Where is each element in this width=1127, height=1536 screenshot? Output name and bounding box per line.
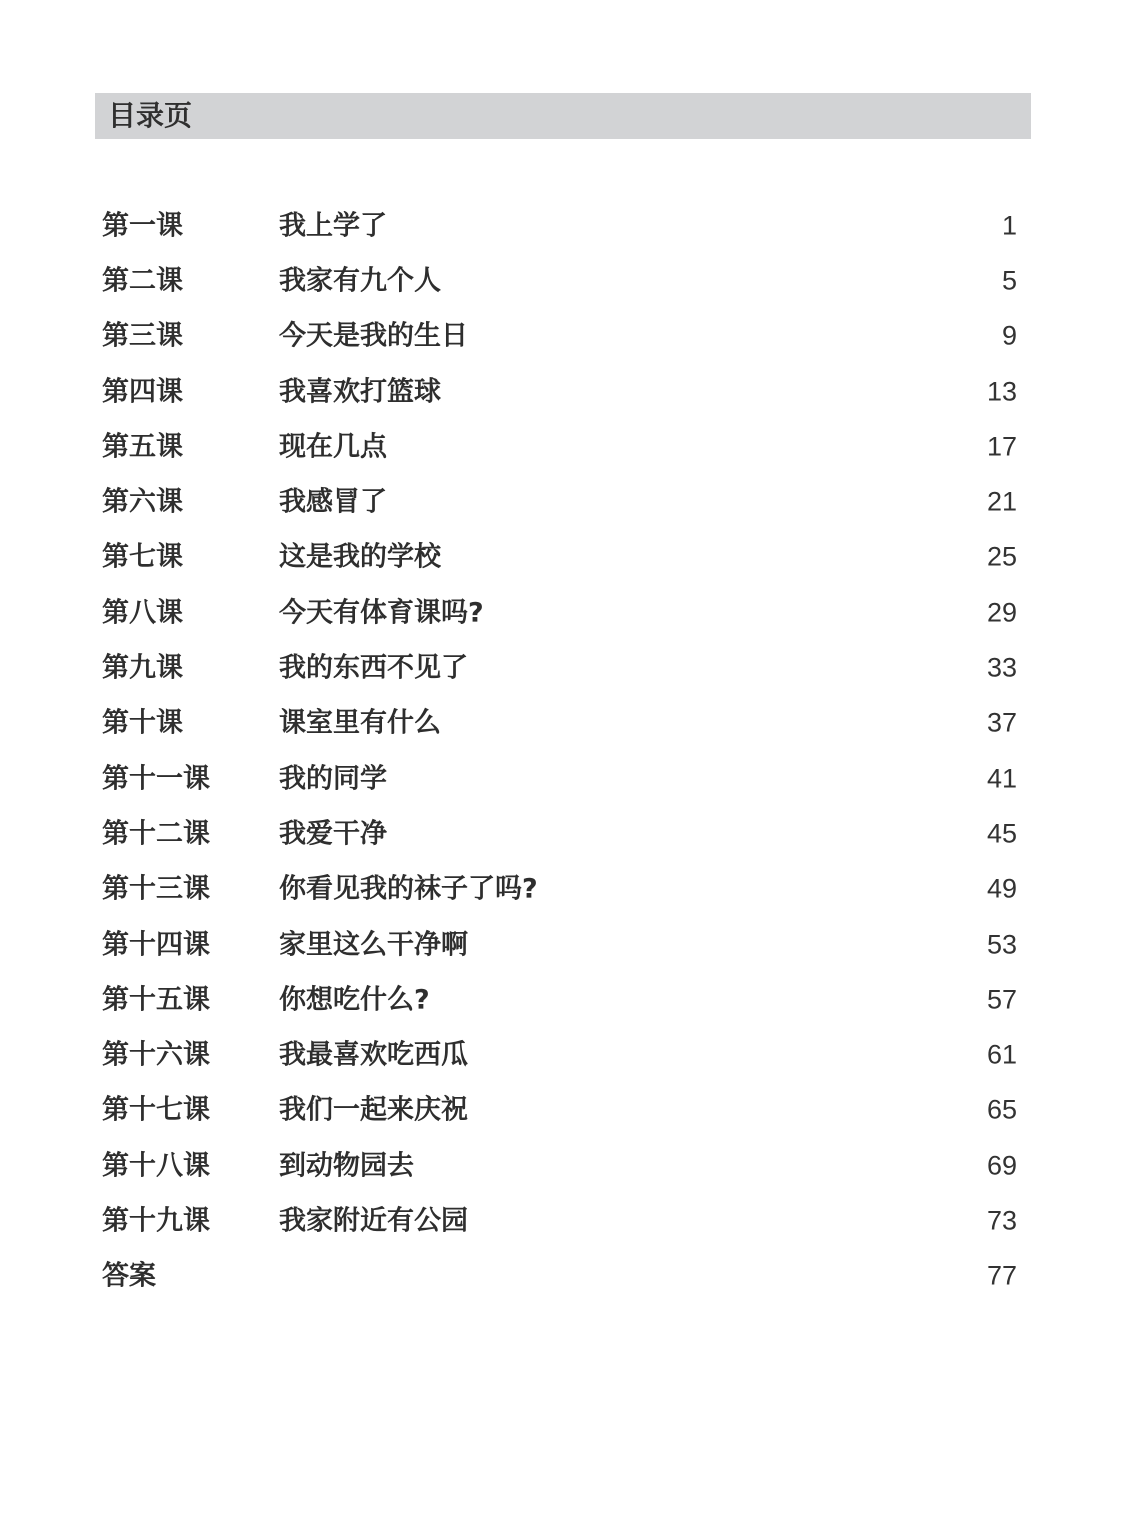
lesson-number: 第三课 — [102, 320, 183, 352]
lesson-number: 第十一课 — [102, 763, 210, 795]
lesson-number: 第十九课 — [102, 1205, 210, 1237]
toc-row[interactable] — [0, 696, 1127, 751]
lesson-title: 我家附近有公园 — [279, 1205, 468, 1237]
page-number: 25 — [986, 541, 1017, 572]
page-number: 65 — [986, 1094, 1017, 1125]
page-number: 1 — [1001, 210, 1017, 241]
toc-row[interactable] — [0, 1249, 1127, 1304]
toc-row[interactable] — [0, 309, 1127, 364]
lesson-title: 你看见我的袜子了吗? — [279, 873, 538, 905]
toc-row[interactable] — [0, 198, 1127, 253]
lesson-title: 今天有体育课吗? — [279, 597, 484, 629]
lesson-title: 这是我的学校 — [279, 541, 441, 573]
lesson-number: 第一课 — [102, 210, 183, 242]
lesson-number: 第十四课 — [102, 929, 210, 960]
lesson-number: 第十三课 — [102, 873, 210, 905]
lesson-number: 第五课 — [102, 431, 183, 463]
toc-row[interactable] — [0, 253, 1127, 308]
lesson-number: 第八课 — [102, 597, 183, 629]
toc-row[interactable] — [0, 862, 1127, 917]
lesson-number: 答案 — [102, 1260, 156, 1292]
toc-row[interactable] — [0, 806, 1127, 861]
lesson-title: 我家有九个人 — [279, 265, 441, 297]
lesson-number: 第七课 — [102, 541, 183, 573]
lesson-title: 我爱干净 — [279, 818, 387, 850]
page-number: 45 — [986, 818, 1017, 849]
page-number: 37 — [986, 707, 1017, 738]
page-number: 13 — [986, 376, 1017, 407]
toc-row[interactable] — [0, 585, 1127, 640]
page-number: 61 — [986, 1039, 1017, 1070]
toc-row[interactable] — [0, 751, 1127, 806]
lesson-title: 我喜欢打篮球 — [279, 376, 441, 408]
lesson-number: 第十五课 — [102, 984, 210, 1016]
lesson-title: 我感冒了 — [279, 486, 387, 518]
lesson-title: 我的同学 — [279, 763, 387, 795]
page-title: 目录页 — [108, 99, 193, 132]
page-number: 77 — [986, 1260, 1017, 1291]
toc-row[interactable] — [0, 1193, 1127, 1248]
lesson-number: 第十六课 — [102, 1039, 210, 1071]
lesson-title: 我最喜欢吃西瓜 — [279, 1039, 468, 1071]
page-number: 17 — [986, 431, 1017, 462]
page-number: 33 — [986, 652, 1017, 683]
toc-row[interactable] — [0, 530, 1127, 585]
toc-row[interactable] — [0, 364, 1127, 419]
lesson-number: 第九课 — [102, 652, 183, 684]
page-number: 5 — [1001, 265, 1017, 296]
lesson-title: 我上学了 — [279, 210, 387, 242]
page-number: 9 — [1001, 320, 1017, 351]
lesson-number: 第十二课 — [102, 818, 210, 850]
lesson-number: 第十八课 — [102, 1150, 210, 1182]
lesson-title: 我们一起来庆祝 — [279, 1094, 468, 1126]
lesson-title: 到动物园去 — [279, 1150, 414, 1182]
page-number: 21 — [986, 486, 1017, 517]
lesson-title: 你想吃什么? — [279, 984, 430, 1016]
page-number: 29 — [986, 597, 1017, 628]
lesson-number: 第四课 — [102, 376, 183, 408]
toc-header-bar — [95, 93, 1031, 139]
toc-row[interactable] — [0, 972, 1127, 1027]
lesson-number: 第六课 — [102, 486, 183, 518]
page-number: 73 — [986, 1205, 1017, 1236]
page-number: 41 — [986, 763, 1017, 794]
page-number: 57 — [986, 984, 1017, 1015]
toc-row[interactable] — [0, 1027, 1127, 1082]
lesson-number: 第二课 — [102, 265, 183, 297]
lesson-title: 我的东西不见了 — [279, 652, 468, 684]
lesson-title: 课室里有什么 — [279, 707, 441, 739]
lesson-number: 第十课 — [102, 707, 183, 739]
toc-row[interactable] — [0, 917, 1127, 972]
lesson-title: 家里这么干净啊 — [279, 929, 468, 960]
page-number: 69 — [986, 1150, 1017, 1181]
lesson-title: 今天是我的生日 — [279, 320, 468, 352]
toc-row[interactable] — [0, 1138, 1127, 1193]
toc-row[interactable] — [0, 419, 1127, 474]
lesson-title: 现在几点 — [279, 431, 387, 463]
lesson-number: 第十七课 — [102, 1094, 210, 1126]
toc-row[interactable] — [0, 640, 1127, 695]
toc-row[interactable] — [0, 1083, 1127, 1138]
toc-row[interactable] — [0, 474, 1127, 529]
table-of-contents — [0, 198, 1127, 1304]
page-number: 49 — [986, 873, 1017, 904]
page-number: 53 — [986, 929, 1017, 959]
